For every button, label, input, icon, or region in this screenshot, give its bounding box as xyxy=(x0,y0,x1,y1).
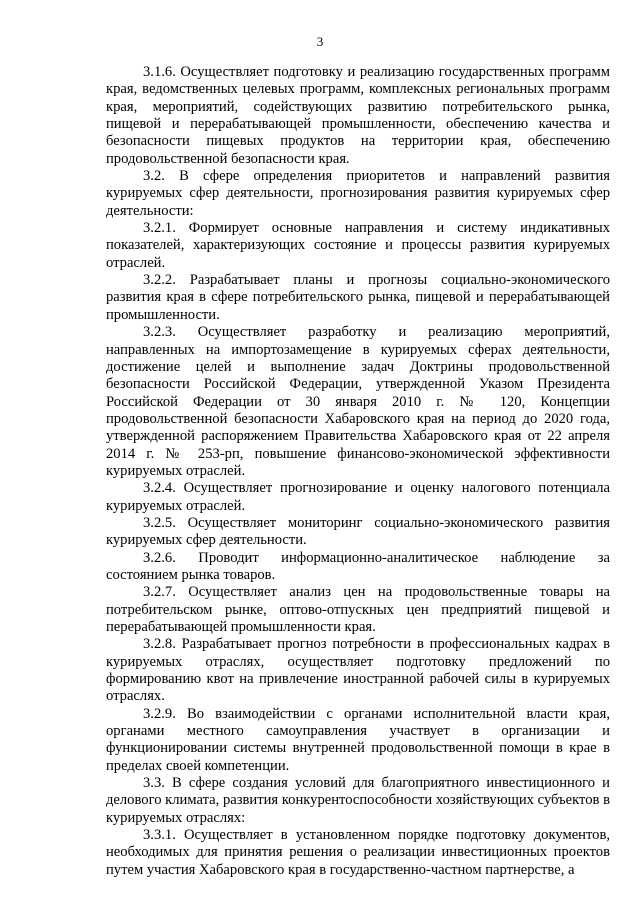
paragraph-3-2: 3.2. В сфере определения приоритетов и направлений развития курируемых сфер деятельности, прогнозирования развития курируемых сфер деятельности: xyxy=(106,168,610,219)
paragraph-3-2-6: 3.2.6. Проводит информационно-аналитическое наблюдение за состоянием рынка товаров. xyxy=(106,549,610,583)
paragraph-3-2-8: 3.2.8. Разрабатывает прогноз потребности в профессиональных кадрах в курируемых отраслях, осуществляет подготовку предложений по формированию квот на привлечение иностранной рабочей силы в курируемых отраслях. xyxy=(106,636,610,705)
paragraph-3-2-3: 3.2.3. Осуществляет разработку и реализацию мероприятий, направленных на импортозамещение в курируемых сферах деятельности, достижение целей и выполнение задач Доктрины продовольственной безопасности Российской Федерации, утвержденной Указом Президента Российской Федерации от 30 января 2010 г. № 120, Концепции продовольственной безопасности Хабаровского края на период до 2020 года, утвержденной распоряжением Правительства Хабаровского края от 22 апреля 2014 г. № 253-рп, повышение финансово-экономической эффективности курируемых отраслей. xyxy=(106,324,610,479)
paragraph-3-2-2: 3.2.2. Разрабатывает планы и прогнозы социально-экономического развития края в сфере потребительского рынка, пищевой и перерабатывающей промышленности. xyxy=(106,272,610,323)
paragraph-3-2-7: 3.2.7. Осуществляет анализ цен на продовольственные товары на потребительском рынке, оптово-отпускных цен предприятий пищевой и перерабатывающей промышленности края. xyxy=(106,584,610,635)
page-number: 3 xyxy=(316,34,324,49)
paragraph-3-2-1: 3.2.1. Формирует основные направления и систему индикативных показателей, характеризующих состояние и процессы развития курируемых отраслей. xyxy=(106,220,610,271)
paragraph-3-2-5: 3.2.5. Осуществляет мониторинг социально-экономического развития курируемых сфер деятельности. xyxy=(106,514,610,549)
paragraph-3-1-6: 3.1.6. Осуществляет подготовку и реализацию государственных программ края, ведомственных целевых программ, комплексных региональных программ края, мероприятий, содействующих развитию потребительского рынка, пищевой и перерабатывающей промышленности, обеспечению качества и безопасности пищевых продуктов на территории края, обеспечению продовольственной безопасности края. xyxy=(106,64,610,167)
paragraph-3-2-4: 3.2.4. Осуществляет прогнозирование и оценку налогового потенциала курируемых отраслей. xyxy=(106,480,610,514)
document-body xyxy=(106,64,610,879)
paragraph-3-3: 3.3. В сфере создания условий для благоприятного инвестиционного и делового климата, развития конкурентоспособности хозяйствующих субъектов в курируемых отраслях: xyxy=(106,775,610,826)
paragraph-3-3-1: 3.3.1. Осуществляет в установленном порядке подготовку документов, необходимых для принятия решения о реализации инвестиционных проектов путем участия Хабаровского края в государственно-частном партнерстве, а xyxy=(106,827,610,878)
paragraph-3-2-9: 3.2.9. Во взаимодействии с органами исполнительной власти края, органами местного самоуправления участвует в организации и функционировании системы внутренней продовольственной помощи в крае в пределах своей компетенции. xyxy=(106,705,610,774)
